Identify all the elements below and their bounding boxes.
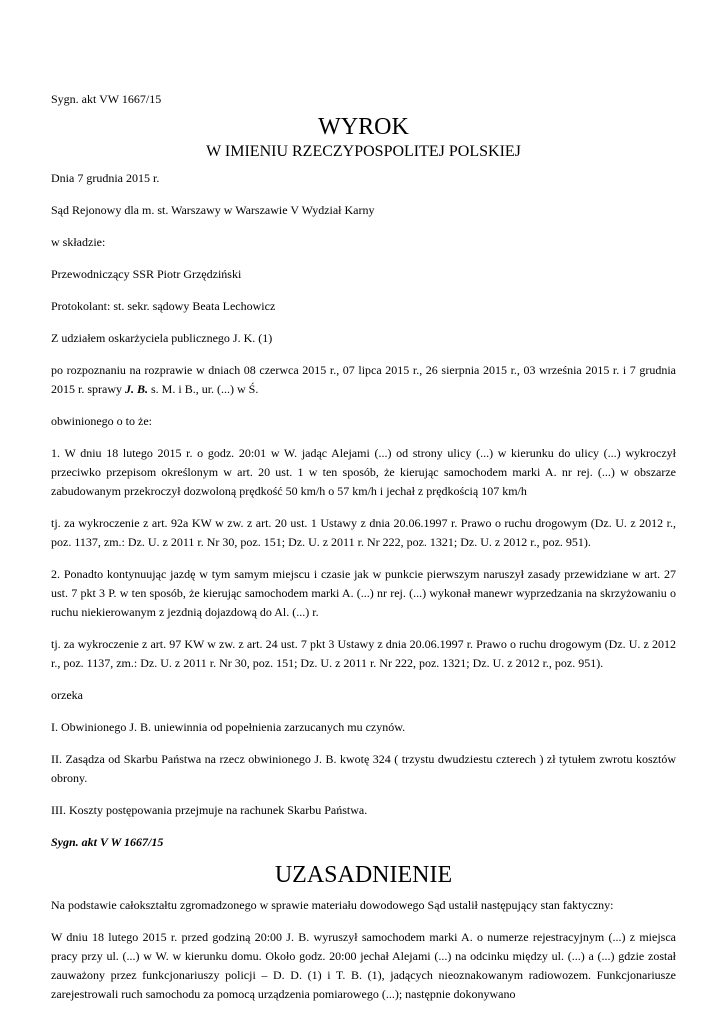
verdict-point-1: I. Obwinionego J. B. uniewinnia od popełnienia zarzucanych mu czynów. <box>51 720 406 734</box>
document-content <box>51 90 676 1004</box>
justification-intro: Na podstawie całokształtu zgromadzonego w sprawie materiału dowodowego Sąd ustalił następujący stan faktyczny: <box>51 898 614 912</box>
prosecutor: Z udziałem oskarżyciela publicznego J. K. (1) <box>51 331 273 345</box>
rules-label: orzeka <box>51 688 83 702</box>
verdict-point-2: II. Zasądza od Skarbu Państwa na rzecz obwinionego J. B. kwotę 324 ( trzystu dwudziestu czterech ) zł tytułem zwrotu kosztów obrony. <box>51 752 676 785</box>
accused-label: obwinionego o to że: <box>51 414 152 428</box>
hearing-text: po rozpoznaniu na rozprawie w dniach 08 czerwca 2015 r., 07 lipca 2015 r., 26 sierpnia 2015 r., 03 września 2015 r. i 7 grudnia 2015 r. sprawy <box>51 363 676 396</box>
charge-2-legal-basis: tj. za wykroczenie z art. 97 KW w zw. z art. 24 ust. 7 pkt 3 Ustawy z dnia 20.06.1997 r. Prawo o ruchu drogowym (Dz. U. z 2012 r., poz. 1137, zm.: Dz. U. z 2011 r. Nr 30, poz. 151; Dz. U. z 2011 r. Nr 222, poz. 1321; Dz. U. z 2012 r., poz. 951). <box>51 637 676 670</box>
hearing-paragraph <box>51 361 676 399</box>
justification-facts: W dniu 18 lutego 2015 r. przed godziną 20:00 J. B. wyruszył samochodem marki A. o numerze rejestracyjnym (...) z miejsca pracy przy ul. (...) w W. w kierunku domu. Około godz. 20:00 jechał Alejami (...) na odcinku między ul. (...) a (...) gdzie został zauważony przez funkcjonariuszy policji – D. D. (1) i T. B. (1), jadących nieoznakowanym radiowozem. Funkcjonariusze zarejestrowali ruch samochodu za pomocą urządzenia pomiarowego (...); następnie dokonywano <box>51 930 676 1001</box>
charge-1-legal-basis: tj. za wykroczenie z art. 92a KW w zw. z art. 20 ust. 1 Ustawy z dnia 20.06.1997 r. Prawo o ruchu drogowym (Dz. U. z 2012 r., poz. 1137, zm.: Dz. U. z 2011 r. Nr 30, poz. 151; Dz. U. z 2011 r. Nr 222, poz. 1321; Dz. U. z 2012 r., poz. 951). <box>51 516 676 549</box>
court-name: Sąd Rejonowy dla m. st. Warszawy w Warszawie V Wydział Karny <box>51 203 375 217</box>
document-title: WYROK <box>318 114 409 140</box>
composition-label: w składzie: <box>51 235 106 249</box>
verdict-point-3: III. Koszty postępowania przejmuje na rachunek Skarbu Państwa. <box>51 803 368 817</box>
verdict-date: Dnia 7 grudnia 2015 r. <box>51 171 160 185</box>
case-signature: Sygn. akt VW 1667/15 <box>51 92 162 106</box>
defendant-name: J. B. <box>125 382 149 396</box>
document-subtitle: W IMIENIU RZECZYPOSPOLITEJ POLSKIEJ <box>206 143 521 160</box>
charge-1: 1. W dniu 18 lutego 2015 r. o godz. 20:01 w W. jadąc Alejami (...) od strony ulicy (...) w kierunku do ulicy (...) wykroczył przeciwko przepisom określonym w art. 20 ust. 1 w ten sposób, że kierując samochodem marki A. nr rej. (...) w obszarze zabudowanym przekroczył dozwoloną prędkość 50 km/h o 57 km/h i jechał z prędkością 107 km/h <box>51 446 676 498</box>
charge-2: 2. Ponadto kontynuując jazdę w tym samym miejscu i czasie jak w punkcie pierwszym naruszył zasady przewidziane w art. 27 ust. 7 pkt 3 P. w ten sposób, że kierując samochodem marki A. (...) nr rej. (...) wykonał manewr wyprzedzania na skrzyżowaniu o ruchu niekierowanym z jezdnią dojazdową do Al. (...) r. <box>51 567 676 619</box>
justification-title: UZASADNIENIE <box>274 862 453 888</box>
justification-signature: Sygn. akt V W 1667/15 <box>51 835 164 849</box>
hearing-text-end: s. M. i B., ur. (...) w Ś. <box>148 382 259 396</box>
court-clerk: Protokolant: st. sekr. sądowy Beata Lechowicz <box>51 299 276 313</box>
presiding-judge: Przewodniczący SSR Piotr Grzędziński <box>51 267 242 281</box>
